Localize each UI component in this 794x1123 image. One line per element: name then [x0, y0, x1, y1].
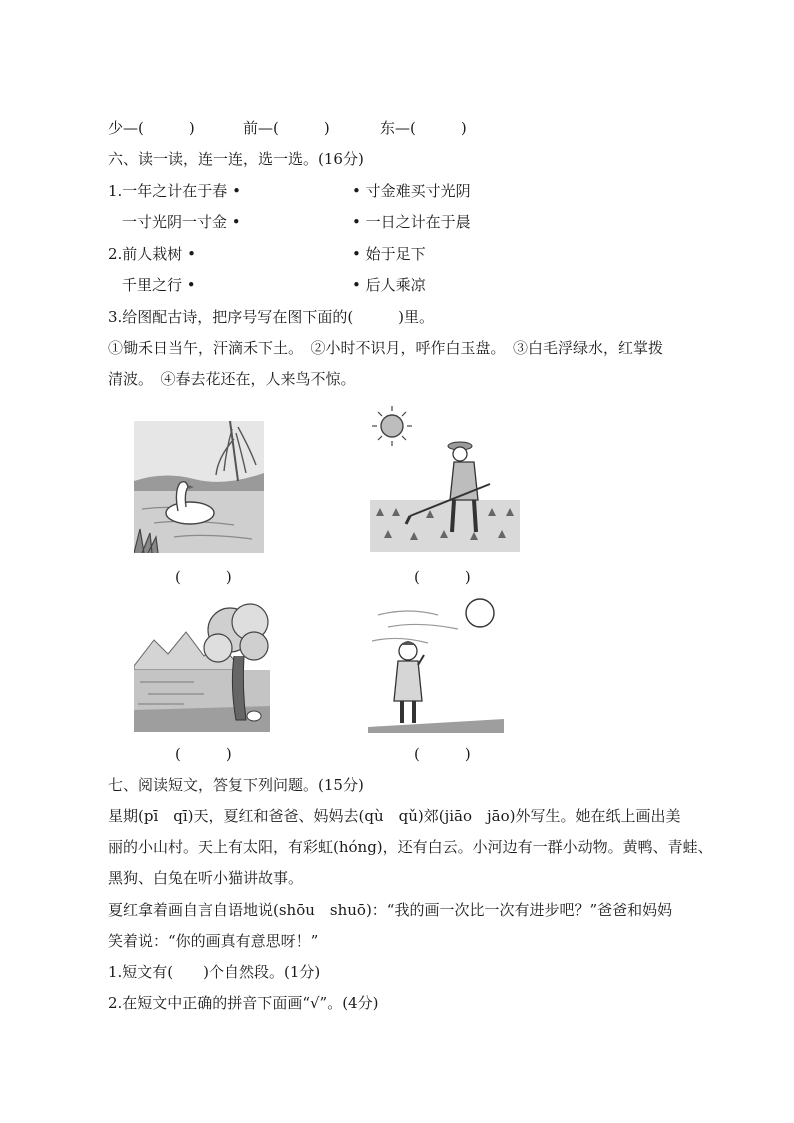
match-right-2a: • 始于足下	[352, 245, 426, 263]
match-left-1b: 一寸光阴一寸金 •	[122, 213, 241, 231]
match-left-2b: 千里之行 •	[122, 276, 196, 294]
antonym-item-shao: 少—( )	[108, 119, 195, 137]
passage-p1-line2: 丽的小山村。天上有太阳，有彩虹(hóng)，还有白云。小河边有一群小动物。黄鸭、青蛙、	[108, 838, 713, 856]
child-moon-illustration	[368, 597, 504, 733]
poem-options-line1: ①锄禾日当午，汗滴禾下土。 ②小时不识月，呼作白玉盘。 ③白毛浮绿水，红掌拨	[108, 339, 664, 357]
match-left-1a: 1.一年之计在于春 •	[108, 182, 241, 200]
tree-river-illustration	[134, 596, 270, 732]
antonym-item-qian: 前—( )	[243, 119, 330, 137]
picture1-answer-blank: ( )	[175, 568, 232, 586]
goose-pond-illustration	[134, 421, 264, 553]
match-right-2b: • 后人乘凉	[352, 276, 426, 294]
picture3-answer-blank: ( )	[175, 745, 232, 763]
picture4-answer-blank: ( )	[414, 745, 471, 763]
poem-question-prompt: 3.给图配古诗，把序号写在图下面的( )里。	[108, 308, 435, 326]
match-right-1b: • 一日之计在于晨	[352, 213, 471, 231]
picture2-answer-blank: ( )	[414, 568, 471, 586]
section6-title: 六、读一读，连一连，选一选。(16分)	[108, 150, 364, 168]
match-right-1a: • 寸金难买寸光阴	[352, 182, 471, 200]
passage-p1-line3: 黑狗、白兔在听小猫讲故事。	[108, 869, 304, 887]
passage-p2-line2: 笑着说：“你的画真有意思呀！”	[108, 932, 319, 950]
reading-question-1: 1.短文有( )个自然段。(1分)	[108, 963, 321, 981]
match-left-2a: 2.前人栽树 •	[108, 245, 196, 263]
passage-p2-line1: 夏红拿着画自言自语地说(shōu shuō)：“我的画一次比一次有进步吧？”爸爸和妈妈	[108, 901, 673, 919]
poem-options-line2: 清波。 ④春去花还在，人来鸟不惊。	[108, 370, 356, 388]
passage-p1-line1: 星期(pī qī)天，夏红和爸爸、妈妈去(qù qǔ)郊(jiāo jāo)外写生。她在纸上画出美	[108, 807, 681, 825]
farmer-hoeing-illustration	[370, 404, 520, 552]
reading-question-2: 2.在短文中正确的拼音下面画“√”。(4分)	[108, 994, 379, 1012]
section7-title: 七、阅读短文，答复下列问题。(15分)	[108, 776, 364, 794]
antonym-item-dong: 东—( )	[380, 119, 467, 137]
